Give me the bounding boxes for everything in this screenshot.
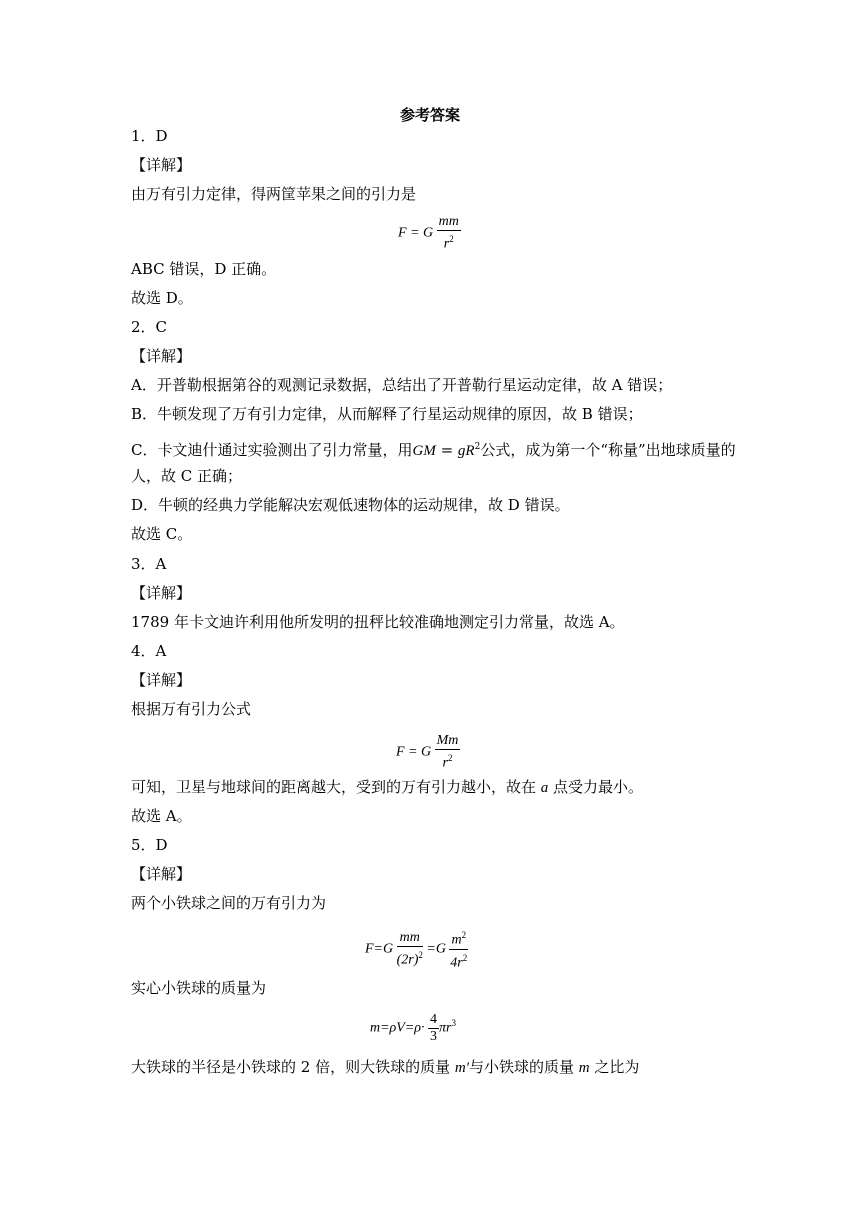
text-line: 3．A bbox=[131, 555, 167, 573]
den-base: r bbox=[443, 236, 450, 252]
text-line: 人，故 C 正确； bbox=[131, 467, 243, 485]
text-line: 【详解】 bbox=[131, 156, 192, 174]
text-line: 4．A bbox=[131, 642, 167, 660]
text-line: 【详解】 bbox=[131, 671, 192, 689]
text-line: 根据万有引力公式 bbox=[131, 700, 252, 718]
text-line: A．开普勒根据第谷的观测记录数据，总结出了开普勒行星运动定律，故 A 错误； bbox=[131, 376, 673, 394]
denominator bbox=[435, 750, 461, 772]
den-exp: 2 bbox=[447, 753, 453, 763]
variable-a: a bbox=[540, 780, 549, 796]
numerator bbox=[449, 927, 468, 950]
formula-gm: GM bbox=[412, 443, 436, 459]
equation-1 bbox=[398, 214, 461, 253]
equation-4 bbox=[370, 1012, 456, 1045]
num-base: m bbox=[451, 932, 462, 948]
denominator: 3 bbox=[430, 1029, 437, 1044]
text-line: 故选 C。 bbox=[131, 525, 193, 543]
text-line: 故选 D。 bbox=[131, 289, 193, 307]
text-segment: 与小铁球的质量 bbox=[468, 1058, 579, 1076]
den-base: (2r) bbox=[396, 952, 419, 968]
answer-line-q5-ratio bbox=[131, 1057, 639, 1078]
text-line: 1．D bbox=[131, 127, 168, 145]
text-segment: 大铁球的半径是小铁球的 2 倍，则大铁球的质量 bbox=[131, 1058, 455, 1076]
text-segment: 点受力最小。 bbox=[548, 778, 644, 796]
variable-m-prime: m′ bbox=[454, 1060, 469, 1076]
text-line: 2．C bbox=[131, 318, 168, 336]
text-line: 故选 A。 bbox=[131, 807, 192, 825]
text-line: 两个小铁球之间的万有引力为 bbox=[131, 894, 327, 912]
fraction-2 bbox=[449, 927, 468, 971]
text-line: B．牛顿发现了万有引力定律，从而解释了行星运动规律的原因，故 B 错误； bbox=[131, 405, 643, 423]
eq-lhs: m=ρV=ρ· bbox=[370, 1020, 425, 1036]
text-line: D．牛顿的经典力学能解决宏观低速物体的运动规律，故 D 错误。 bbox=[131, 496, 570, 514]
eq-mid: =G bbox=[426, 941, 446, 957]
den-exp: 2 bbox=[449, 234, 454, 244]
text-segment: C．卡文迪什通过实验测出了引力常量，用 bbox=[131, 441, 413, 459]
text-segment: 可知，卫星与地球间的距离越大，受到的万有引力越小，故在 bbox=[131, 778, 541, 796]
numerator: mm bbox=[397, 930, 423, 947]
fraction bbox=[428, 1012, 439, 1045]
text-segment: 公式，成为第一个“称量”出地球质量的 bbox=[480, 441, 736, 459]
text-line: ABC 错误，D 正确。 bbox=[131, 260, 277, 278]
fraction bbox=[437, 214, 461, 253]
eq-rhs: πr bbox=[439, 1020, 452, 1036]
formula-gr: gR bbox=[457, 443, 475, 459]
numerator: Mm bbox=[436, 733, 459, 748]
eq-rhs-exp: 3 bbox=[451, 1018, 456, 1029]
eq-lhs: F = G bbox=[398, 225, 434, 241]
denominator bbox=[449, 950, 468, 972]
equation-2 bbox=[396, 733, 460, 772]
text-line: 【详解】 bbox=[131, 347, 192, 365]
text-line: 5．D bbox=[131, 836, 168, 854]
fraction bbox=[435, 733, 461, 772]
page-title: 参考答案 bbox=[399, 106, 460, 124]
denominator bbox=[437, 231, 461, 253]
text-segment: 之比为 bbox=[589, 1058, 640, 1076]
eq-lhs: F = G bbox=[396, 744, 432, 760]
formula-eq: = bbox=[435, 441, 458, 459]
num-exp: 2 bbox=[461, 930, 467, 940]
den-exp: 2 bbox=[462, 952, 468, 963]
denominator bbox=[397, 947, 423, 969]
answer-line-c bbox=[131, 437, 736, 461]
den-exp: 2 bbox=[418, 949, 423, 960]
fraction-1 bbox=[397, 930, 423, 969]
den-base: 4r bbox=[450, 955, 463, 971]
text-line: 【详解】 bbox=[131, 865, 192, 883]
text-line: 【详解】 bbox=[131, 584, 192, 602]
equation-3 bbox=[365, 927, 468, 971]
numerator: mm bbox=[438, 214, 459, 229]
formula-exp: 2 bbox=[474, 442, 481, 452]
answer-line-q4 bbox=[131, 777, 643, 798]
text-line: 由万有引力定律，得两筐苹果之间的引力是 bbox=[131, 185, 417, 203]
variable-m: m bbox=[578, 1060, 590, 1076]
text-line: 实心小铁球的质量为 bbox=[131, 979, 267, 997]
text-line: 1789 年卡文迪许利用他所发明的扭秤比较准确地测定引力常量，故选 A。 bbox=[131, 613, 625, 631]
numerator: 4 bbox=[430, 1012, 437, 1027]
eq-lhs: F=G bbox=[365, 941, 394, 957]
den-base: r bbox=[442, 755, 448, 771]
